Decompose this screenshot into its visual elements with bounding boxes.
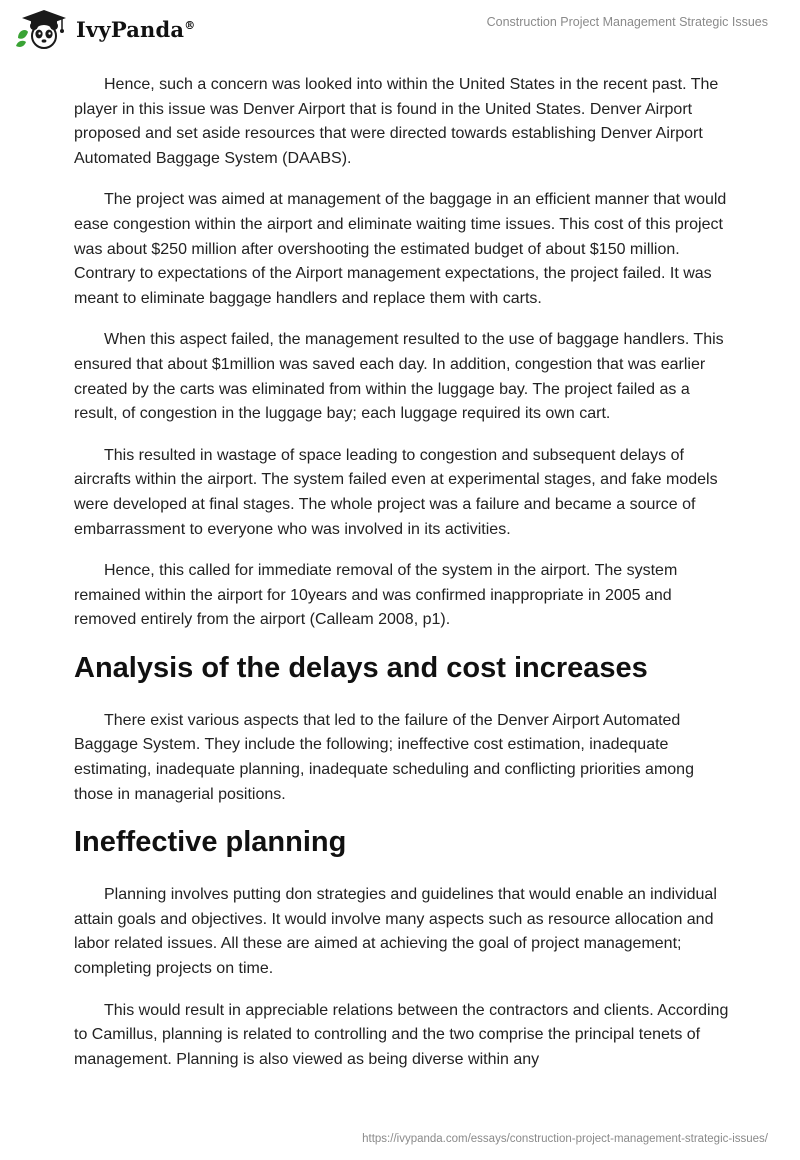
section-heading: Ineffective planning — [74, 826, 347, 859]
document-title: Construction Project Management Strategic Issues — [486, 15, 768, 29]
paragraph: This would result in appreciable relations between the contractors and clients. According to Camillus, planning is related to controlling and the two comprise the principal tenets of management. Planning is also viewed as being diverse within any — [74, 1001, 729, 1068]
ivypanda-logo[interactable] — [14, 8, 195, 50]
paragraph: When this aspect failed, the management resulted to the use of baggage handlers. This ensured that about $1million was saved each day. In addition, congestion that was earlier created by the carts was eliminated from within the luggage bay. The project failed as a result, of congestion in the luggage bay; each luggage required its own cart. — [74, 331, 724, 423]
panda-graduate-icon — [14, 8, 70, 50]
brand-name: IvyPanda® — [76, 16, 196, 42]
paragraph: The project was aimed at management of the baggage in an efficient manner that would ease congestion within the airport and eliminate waiting time issues. This cost of this project was about $250 million after overshooting the estimated budget of about $150 million. Contrary to expectations of the Airport management expectations, the project failed. It was meant to eliminate baggage handlers and replace them with carts. — [74, 191, 727, 307]
source-url[interactable]: https://ivypanda.com/essays/construction-project-management-strategic-issues/ — [362, 1133, 768, 1145]
section-heading: Analysis of the delays and cost increases — [74, 651, 648, 684]
paragraph: Hence, this called for immediate removal of the system in the airport. The system remained within the airport for 10years and was confirmed inappropriate in 2005 and removed entirely from the airport (Calleam 2008, p1). — [74, 562, 678, 629]
page-header — [0, 0, 800, 64]
paragraph: Planning involves putting don strategies and guidelines that would enable an individual attain goals and objectives. It would involve many aspects such as resource allocation and labor related issues. All these are aimed at achieving the goal of project management; completing projects on time. — [74, 886, 717, 978]
brand-registered-mark: ® — [184, 18, 196, 32]
paragraph: Hence, such a concern was looked into within the United States in the recent past. The player in this issue was Denver Airport that is found in the United States. Denver Airport proposed and set aside resources that were directed towards establishing Denver Airport Automated Baggage System (DAABS). — [74, 76, 719, 167]
essay-content — [74, 73, 734, 1089]
paragraph: This resulted in wastage of space leading to congestion and subsequent delays of aircrafts within the airport. The system failed even at experimental stages, and fake models were developed at final stages. The whole project was a failure and became a source of embarrassment to everyone who was involved in its activities. — [74, 446, 718, 538]
paragraph: There exist various aspects that led to the failure of the Denver Airport Automated Baggage System. They include the following; ineffective cost estimation, inadequate estimating, inadequate planning, inadequate scheduling and conflicting priorities among those in managerial positions. — [74, 711, 694, 803]
